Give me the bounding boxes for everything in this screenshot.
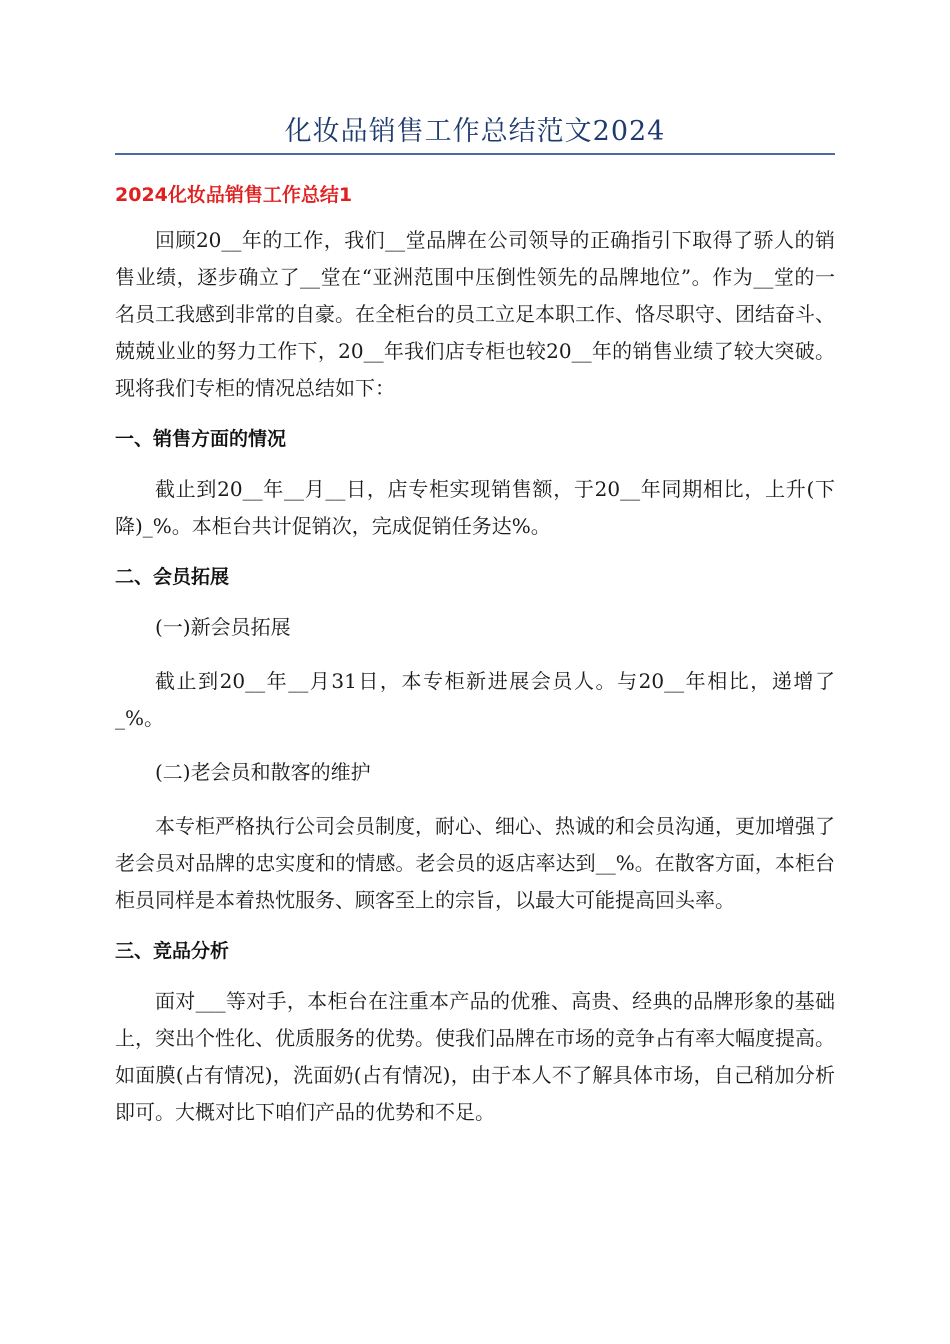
paragraph-new-members-label: (一)新会员拓展 [155,615,291,639]
paragraph-competitors: 面对___等对手，本柜台在注重本产品的优雅、高贵、经典的品牌形象的基础上，突出个性化、优质服务的优势。使我们品牌在市场的竞争占有率大幅度提高。如面膜(占有情况)，洗面奶(占有情况)，由于本人不了解具体市场，自己稍加分析即可。大概对比下咱们产品的优势和不足。 [115,989,835,1124]
document-title: 化妆品销售工作总结范文2024 [284,116,666,147]
title-divider [115,153,835,155]
document-body [115,180,835,1148]
paragraph-old-members: 本专柜严格执行公司会员制度，耐心、细心、热诚的和会员沟通，更加增强了老会员对品牌的忠实度和的情感。老会员的返店率达到__%。在散客方面，本柜台柜员同样是本着热忱服务、顾客至上的宗旨，以最大可能提高回头率。 [115,814,835,912]
paragraph-sales: 截止到20__年__月__日，店专柜实现销售额，于20__年同期相比，上升(下降)_%。本柜台共计促销次，完成促销任务达%。 [115,477,835,538]
heading-members: 二、会员拓展 [115,566,230,588]
paragraph-new-members: 截止到20__年__月31日，本专柜新进展会员人。与20__年相比，递增了_%。 [115,669,835,730]
section-subtitle: 2024化妆品销售工作总结1 [115,184,353,206]
paragraph-intro: 回顾20__年的工作，我们__堂品牌在公司领导的正确指引下取得了骄人的销售业绩，逐步确立了__堂在“亚洲范围中压倒性领先的品牌地位”。作为__堂的一名员工我感到非常的自豪。在全柜台的员工立足本职工作、恪尽职守、团结奋斗、兢兢业业的努力工作下，20__年我们店专柜也较20__年的销售业绩了较大突破。现将我们专柜的情况总结如下： [115,228,835,400]
heading-sales: 一、销售方面的情况 [115,428,287,450]
paragraph-old-members-label: (二)老会员和散客的维护 [155,760,371,784]
heading-competitors: 三、竞品分析 [115,940,230,962]
